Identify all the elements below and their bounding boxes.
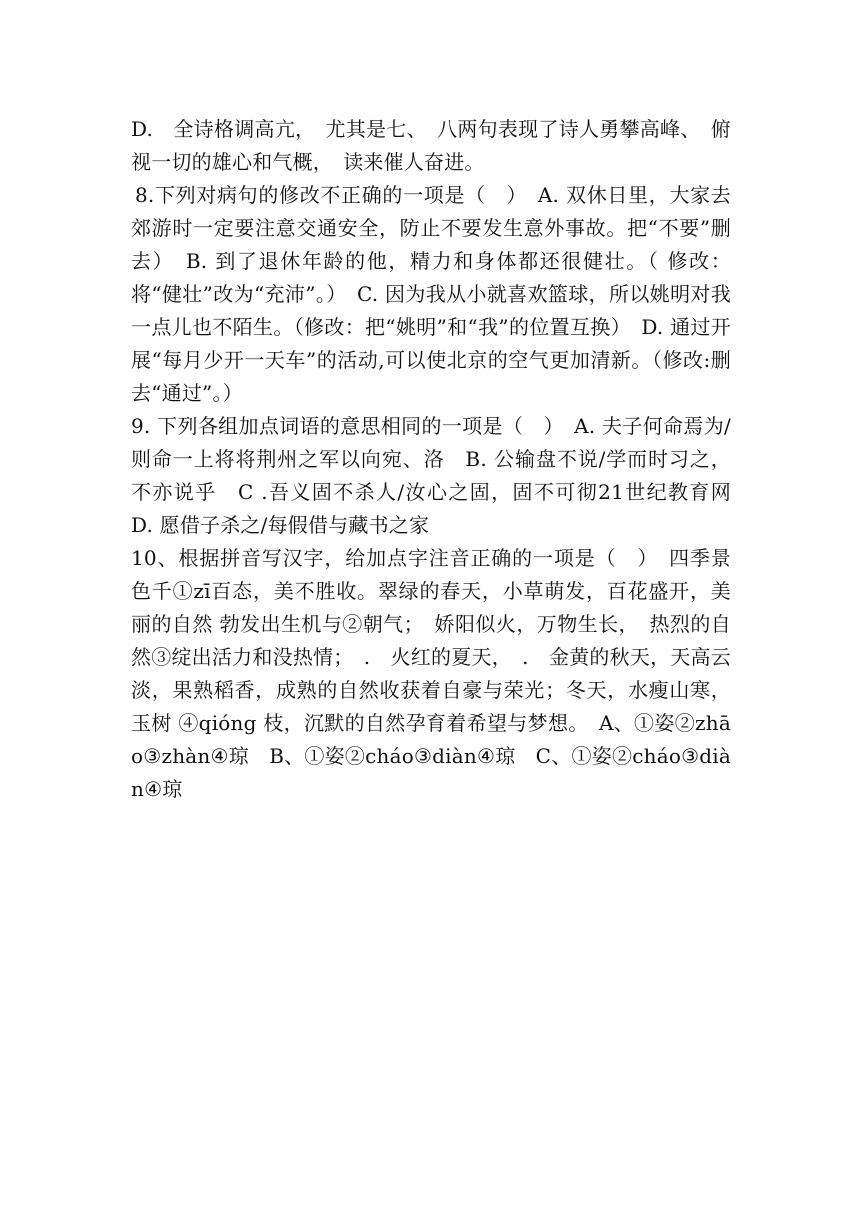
question-10-paragraph: 10、根据拼音写汉字，给加点字注音正确的一项是（ ） 四季景色千①zī百态，美不胜收。翠绿的春天，小草萌发，百花盛开，美丽的自然 勃发出生机与②朝气； 娇阳似火，万物生长， 热烈的自然③绽出活力和没热情； . 火红的夏天， . 金黄的秋天，天高云淡，果熟稻香，成熟的自然收获着自豪与荣光；冬天，水瘦山寒，玉树 ④qióng 枝，沉默的自然孕育着希望与梦想。 A、①姿②zhāo③zhàn④琼 B、①姿②cháo③diàn④琼 C、①姿②cháo③diàn④琼: [131, 546, 731, 801]
option-d-paragraph: D. 全诗格调高亢， 尤其是七、 八两句表现了诗人勇攀高峰、 俯视一切的雄心和气概， 读来催人奋进。: [131, 117, 731, 174]
question-8-paragraph: 8.下列对病句的修改不正确的一项是（ ） A. 双休日里，大家去郊游时一定要注意交通安全，防止不要发生意外事故。把“不要”删去） B. 到了退休年龄的他，精力和身体都还很健壮。（ 修改：将“健壮”改为“充沛”。） C. 因为我从小就喜欢篮球，所以姚明对我一点儿也不陌生。（修改：把“姚明”和“我”的位置互换） D. 通过开展“每月少开一天车”的活动,可以使北京的空气更加清新。（修改:删去“通过”。）: [131, 183, 731, 405]
question-9-paragraph: 9. 下列各组加点词语的意思相同的一项是（ ） A. 夫子何命焉为/则命一上将将荆州之军以向宛、洛 B. 公输盘不说/学而时习之，不亦说乎 C .吾义固不杀人/汝心之固，固不可彻21世纪教育网 D. 愿借子杀之/每假借与藏书之家: [131, 414, 752, 537]
document-body: [131, 113, 752, 806]
